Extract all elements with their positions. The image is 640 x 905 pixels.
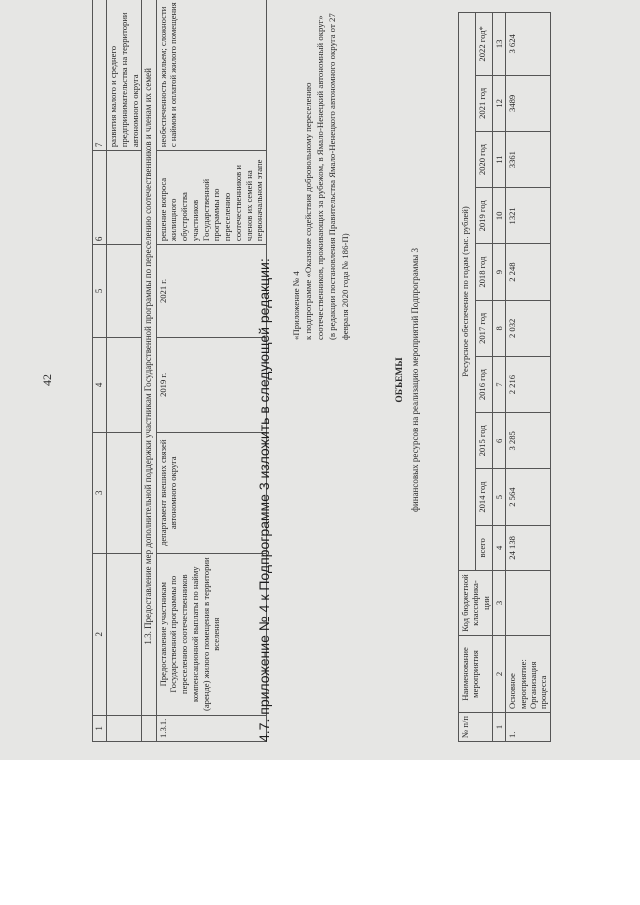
section-row: [142, 0, 156, 742]
table-header-row: [459, 13, 476, 742]
value-cell: 2 564: [506, 469, 550, 525]
measures-table-continuation: [92, 0, 267, 742]
header-cell: 3: [93, 432, 107, 553]
col-number: 11: [492, 131, 505, 187]
appendix-line: (в редакции постановления Правительства Ямало-Ненецкого автономного округа от 27 февраля 2020 года № 186-П): [327, 13, 350, 340]
header-cell: 1: [93, 715, 107, 741]
measure-name: Основное мероприятие: Организация процесса: [506, 636, 550, 713]
financing-table: [458, 12, 551, 742]
header-cell: 2: [93, 553, 107, 715]
value-cell: 2 032: [506, 300, 550, 356]
year-header: 2014 год: [475, 469, 492, 525]
start-year: 2019 г.: [156, 337, 266, 432]
executor: департамент внешних связей автономного округа: [156, 432, 266, 553]
header-cell: 7: [93, 0, 107, 151]
column-number-row: [492, 13, 505, 742]
consequence: необеспеченность жильем; сложности с наймом и оплатой жилого помещения: [156, 0, 266, 151]
value-cell: 24 138: [506, 525, 550, 570]
value-cell: 2 248: [506, 244, 550, 300]
col-number: 5: [492, 469, 505, 525]
table-header-row: [93, 0, 107, 742]
col-number: 9: [492, 244, 505, 300]
value-cell: 3361: [506, 131, 550, 187]
appendix-reference: [290, 10, 351, 340]
header-cell: Наименование мероприятия: [459, 636, 493, 713]
col-number: 6: [492, 413, 505, 469]
header-cell: 4: [93, 337, 107, 432]
section-heading: 4.7. приложение № 4 к Подпрограмме 3 изложить в следующей редакции:: [256, 258, 272, 742]
year-header: 2015 год: [475, 413, 492, 469]
appendix-line: к подпрограмме «Оказание содействия добровольному переселению соотечественников, проживающих за рубежом, в Ямало-Ненецкий автономный округ»: [303, 15, 326, 340]
year-header: 2019 год: [475, 188, 492, 244]
col-number: 2: [492, 636, 505, 713]
header-cell: 5: [93, 245, 107, 338]
value-cell: 2 216: [506, 356, 550, 412]
table-row: [107, 0, 142, 742]
value-cell: 1321: [506, 188, 550, 244]
table-row: [506, 13, 550, 742]
value-cell: 3 285: [506, 413, 550, 469]
col-number: 4: [492, 525, 505, 570]
year-header: 2021 год: [475, 75, 492, 131]
document-subtitle: финансовых ресурсов на реализацию мероприятий Подпрограммы 3: [410, 248, 420, 512]
expected-result: решение вопроса жилищного обустройства участников Государственной программы по переселению соотечественников и членов их семей на первоначальном этапе: [156, 151, 266, 245]
section-title: 1.3. Предоставление мер дополнительной поддержки участникам Государственной программы по переселению соотечественников и членам их семей: [142, 0, 156, 715]
year-header: 2016 год: [475, 356, 492, 412]
header-cell: Код бюджетной классифика-ции: [459, 571, 493, 636]
header-cell: № п/п: [459, 713, 493, 742]
document-title: ОБЪЕМЫ: [395, 357, 405, 403]
budget-code: [506, 571, 550, 636]
year-header: 2022 год*: [475, 13, 492, 76]
col-number: 10: [492, 188, 505, 244]
col-number: 1: [492, 713, 505, 742]
end-year: 2021 г.: [156, 245, 266, 338]
header-cell: 6: [93, 151, 107, 245]
col-number: 13: [492, 13, 505, 76]
year-header: 2020 год: [475, 131, 492, 187]
appendix-line: «Приложение № 4: [291, 271, 301, 340]
measure-name: Предоставление участникам Государственной программы по переселению соотечественников компенсационной выплаты по найму (аренде) жилого помещения в территории вселения: [156, 553, 266, 715]
row-number: 1.3.1.: [156, 715, 266, 741]
year-header: всего: [475, 525, 492, 570]
row-number: 1.: [506, 713, 550, 742]
value-cell: 3 624: [506, 13, 550, 76]
page-number: 42: [40, 374, 54, 386]
consequence-cell: развития малого и среднего предпринимательства на территории автономного округа: [107, 0, 142, 151]
col-number: 3: [492, 571, 505, 636]
table-row: [156, 0, 266, 742]
col-number: 7: [492, 356, 505, 412]
year-header: 2017 год: [475, 300, 492, 356]
value-cell: 3489: [506, 75, 550, 131]
col-number: 8: [492, 300, 505, 356]
year-header: 2018 год: [475, 244, 492, 300]
col-number: 12: [492, 75, 505, 131]
header-cell: Ресурсное обеспечение по годам (тыс. рублей): [459, 13, 476, 571]
